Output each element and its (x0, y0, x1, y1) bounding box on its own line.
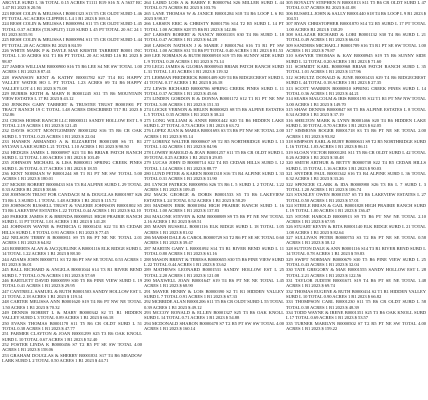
list-item: 314 SEARS MALCOLM & IRIS B0001195 S12 T1 R1 PT NW NW TOTAL 3.00 ACRES 1 B1 2023 $ 149.70 (286, 96, 426, 107)
list-item: 333 THOMPSON CARL B0001230 S11 T5 R6 CR OLDT SUBD L 58 TOTAL 0.38 ACRES 1 B1 2023 $ 48.39 (286, 299, 426, 310)
list-item: 335 TURNER MARILYN B0000502 S7 T2 R5 PT NE SW TOTAL 4.00 ACRES 1 B1 2023 $ 159.22 (286, 320, 426, 331)
list-item: 276 LOPEZ JUAN & MARIA B0001693 S3 T3 R6 PT NW SE TOTAL 2.00 ACRES 1 B1 2023 $ 95.14 (144, 128, 284, 139)
list-item: 233 HANSEN ARMANDO A & ELIZABETH B0001388 S6 T1 R1 SYLVAN LAKE SUBD L 21 TOTAL 1.10 ACRES 1 B1 2023 $ 90.50 (2, 138, 142, 150)
list-item: 244 ADAMS JOHN B0000711 S3 T2 R6 PT SW SE TOTAL 0.53 ACRES 1 B1 2023 $ 36.01 (2, 256, 142, 267)
list-item: 313 SCOTT WARREN B0000810 SPRING CREEK PINES SUBD L 14 TOTAL 0.36 ACRES 1 B1 2023 $ 44.21 (286, 85, 426, 96)
list-item: 325 STONE HAROLD B0000913 S9 T5 R6 PT NW NE TOTAL 2.10 ACRES 1 B1 2023 $ 67.95 (286, 213, 426, 225)
list-item: 239 JOHNSON RUSSELL TRUST & VALERIE JOHNSON B0001802 S5 T3 R6 LAKEVIEW ESTATES L 22 TOTAL 0.44 ACRES 1 B1 2023 $ 62.10 (2, 203, 142, 214)
list-item: 266 LARSEN ERIC & CHRISTY B0001756 S14 T2 R5 SUBD L 14 PT TOTAL 1.00 ACRES S28 T5 R6 B1 2023 $ 142.86 (144, 21, 284, 32)
list-item: 252 FOSTER LINDA K B0000456 S7 T2 R5 PT SE SW TOTAL 4.00 ACRES 1 B1 2023 $ 158.06 (2, 342, 142, 353)
list-item: 245 BALL RICHARD & ANGELA B0001044 S14 T3 R1 RIVER BEND SUBD L 7 TOTAL 0.76 ACRES 1 B1 2023 $ 57.69 (2, 267, 142, 278)
list-item: 322 SPENCER CLARK & IDA B0000980 S26 T3 R6 L 7 SUBD L 3 TOTAL 1.20 ACRES 1 B1 2023 $ 106.74 (286, 181, 426, 193)
list-item: 321 SNYDER PAUL B0001342 S16 T3 R4 ALPINE SUBD L 36 TOTAL 0.32 ACRES 1 B1 2023 $ 33.26 (286, 171, 426, 182)
text-column-2 (144, 0, 284, 400)
list-item: 331 TAYLOR JUDITH B0001671 S19 T4 R6 PT SE NE TOTAL 1.48 ACRES 1 B1 2023 $ 69.74 (286, 277, 426, 289)
list-item: 327 SULLIVAN PETER B0000753 S3 T2 R6 PT NE SE TOTAL 0.58 ACRES 1 B1 2023 $ 38.12 (286, 235, 426, 246)
list-item: 285 MANN RUSSELL B0001116 ELK RIDGE SUBD L 18 TOTAL 1.05 ACRES 1 B1 2023 $ 81.02 (144, 224, 284, 235)
list-item: 317 SIMMONS ROGER B0001718 S3 T3 R6 PT NE SE TOTAL 2.00 ACRES 1 B1 2023 $ 93.82 (286, 128, 426, 139)
list-item: 235 JOHNSON MICHAEL & LISA B0000811 SPRING CREEK PINES SUBD L 26 TOTAL 0.17 ACRES 1 B1 2023 $ 18.55 (2, 160, 142, 171)
list-item: 251 FARMER CLAYTON & JOAN B0001299 S25 T3 R6 OAK KNOLL SUBD L 10 TOTAL 0.67 ACRES 1 B1 2023 $ 52.40 (2, 331, 142, 342)
list-item: 227 JAMES WILLIAM B0000900 S16 T5 R6 LEE S4 NE SW TOTAL 1.00 ACRES 1 B1 2023 $ 87.41 (2, 64, 142, 75)
list-item: 236 KENT NORMAN W B0001244 S8 T1 R1 PT NE SW TOTAL 5.00 ACRES 1 B1 2023 $ 180.01 (2, 171, 142, 182)
list-item: 248 CARTER MELISSA ANN B0001620 S19 T4 R6 PT NW NE TOTAL 1.50 ACRES 1 B1 2023 $ 70.32 (2, 299, 142, 310)
list-item: 223 RESH COLIN & MELISSA I B0001323 S13 T5 CR OLDT SUBD L 46 PT TOTAL AC ACRES CLIPPER L L4 1 B1 2023 $ 169.14 (2, 10, 142, 22)
list-item: 242 NELSON TERRY R B0000811 S9 T5 R6 PT NE NE TOTAL 2.01 ACRES 1 B1 2023 $ 64.82 (2, 235, 142, 246)
list-item: 312 SCHULTZ DONALD & JUNE B0001433 S29 T4 R6 RIDGECREST SUBD L 44 TOTAL 0.18 ACRES 1 B1 2023 $ 27.35 (286, 74, 426, 86)
list-item: 241 JOHNSON WAYNE & PATRICIA G B0001431 S22 T4 R5 CEDAR HILLS SUBD L 8 TOTAL 0.91 ACRES 1 B1 2023 $ 77.45 (2, 224, 142, 235)
list-item: 286 MARSH DALE & CAROL B0000729 S3 T2 R6 PT SE SE TOTAL 0.60 ACRES 1 B1 2023 $ 39.47 (144, 235, 284, 246)
list-item: 289 MATHEWS LEONARD B0001531 SANDY HOLLOW EST L 25 TOTAL 2.20 ACRES 1 B1 2023 $ 121.08 (144, 267, 284, 278)
list-item: 292 MCBRIDE ALAN B0001206 S11 T5 R6 CR OLDT SUBD L 55 TOTAL 0.39 ACRES 1 B1 2023 $ 49.12 (144, 299, 284, 310)
list-item: 268 LARSON NATHAN J & MARIE J B0001764 S16 T3 R1 PT SW TOTAL 1.00 ACRES S31 T4 R6 PT TOTAL 0.40 ACRES 1 B1 2023 $ 81.53 (144, 42, 284, 54)
list-item: 315 SHAW DENNIS B0000847 S8 T5 R6 ALPINE ESTATES L 8 TOTAL 0.34 ACRES 1 B1 2023 $ 37.19 (286, 106, 426, 118)
list-item: 328 SUTTON DALE & ANN B0001116 S14 T3 R1 RIVER BEND SUBD L 14 TOTAL 0.78 ACRES 1 B1 2023 $ 59.83 (286, 245, 426, 257)
list-item: 247 CANTRELL SAMUEL & RUTH B0001503 SANDY HOLLOW EST L 21 TOTAL 2.18 ACRES 1 B1 2023 $ 119.14 (2, 288, 142, 299)
list-item: 332 THOMAS EUGENE & RUTH B0000414 S2 T1 R1 HIDDEN VALLEY SUBD L 10 TOTAL 0.90 ACRES 1 B1 2023 $ 66.82 (286, 288, 426, 299)
list-item: 293 MCCOY RONALD & ELLEN B0001327 S25 T3 R6 OAK KNOLL SUBD L 14 TOTAL 0.71 ACRES 1 B1 2023 $ 54.88 (144, 309, 284, 321)
list-item: 306 RUSSELL JOHN & SALLY B0001440 S18 T4 R6 LOOP L 9 B1 2023 $ 104.51 (286, 10, 426, 22)
list-item: 290 MAXWELL JOAN B0001647 S19 T4 R6 PT NE NE TOTAL 1.45 ACRES 1 B1 2023 $ 68.90 (144, 277, 284, 289)
list-item: 273 LINDEN GORDON R & DONNA B0001172 S12 T1 R1 PT NE NW TOTAL 3.00 ACRES 1 B1 2023 $ 151.33 (144, 96, 284, 107)
list-item: 272 LEWIS RICHARD B0000786 SPRING CREEK PINES SUBD L 11 TOTAL 0.37 ACRES 1 B1 2023 $ 45.66 (144, 85, 284, 96)
list-item: 271 LEHMAN FREDERICK B0001409 S29 T4 R6 RIDGECREST SUBD L 41 TOTAL 0.17 ACRES 1 B1 2023 $ 26.18 (144, 74, 284, 86)
list-item: 229 BURRIS KEITH & MARY R B0001245 S31 T5 R6 MOUNTAIN VIEW ESTATES L 17 B1 2023 $ 43.12 (2, 90, 142, 102)
list-item: 291 MAYER HENRY & LOIS B0000390 S2 T1 R1 HIDDEN VALLEY SUBD L 7 TOTAL 0.91 ACRES 1 B1 2023 $ 67.33 (144, 288, 284, 299)
list-item: 230 JENKINS GARY TARBERT & TRUSTEE TRUST B0001901 PT TRACT RANCH 19 C TOTAL 1.48 ACRES DESCRIBED T17 B1 2023 $ 132.86 (2, 101, 142, 118)
list-item: 309 SANDERS MICHAEL J B0001789 S16 T3 R1 PT SE SW TOTAL 1.00 ACRES 1 B1 2023 $ 79.87 (286, 42, 426, 54)
list-item: ARGYLE SUBD L 36 TOTAL 0.15 ACRES T1111 R19 S16 X A 5637 RC 1.47 B1 2023 $ 20.56 (2, 0, 142, 11)
list-item: 279 LUCAS JOHN D B0000714 S22 T4 R5 CEDAR HILLS SUBD L 12 TOTAL 1.14 ACRES 1 B1 2023 $ 88.77 (144, 160, 284, 171)
list-item: 324 STEELE BRIAN & GAIL B0001828 HIGH PRAIRIE RANCH SUBD L 19 TOTAL 1.00 ACRES 1 B1 2023 $ 136.47 (286, 203, 426, 214)
list-item: 307 RYAN CHRISTOPHER B0001870 S14 T2 R5 SUBD L 17 PT TOTAL 1.00 ACRES B1 2023 $ 138.29 (286, 21, 426, 32)
list-item: 281 LYNCH PATRICK B0000956 S26 T3 R6 L 5 SUBD L 2 TOTAL 1.22 ACRES 1 B1 2023 $ 109.45 (144, 181, 284, 193)
list-item: 305 ROYALTY STEPHEN N B0001813 S11 T5 R6 CR OLDT SUBD L 47 TOTAL 0.37 ACRES B1 2023 $ 41.08 (286, 0, 426, 11)
list-item: 294 MCDONALD SHARON B0000478 S7 T2 R5 PT SW SW TOTAL 4.00 ACRES 1 B1 2023 $ 160.14 (144, 320, 284, 331)
list-item: 267 LARSEN ROBERT & NANCY B0001103 S30 T4 R6 SUBD L 18 TOTAL 0.47 ACRES 1 B1 2023 $ 64.28 (144, 32, 284, 43)
list-item: 231 CROSS HORSE RANCH LLC B0000311 SANDY HOLLOW EST L 9 TOTAL 2.19 ACRES 1 B1 2023 $ 121.45 (2, 117, 142, 128)
list-item: 308 SALAZAR RICHARD & LORI B0001132 S30 T4 R6 SUBD L 21 TOTAL 0.49 ACRES 1 B1 2023 $ 66.04 (286, 32, 426, 43)
list-item: 310 SAWYER THOMAS & KAY B0000945 S19 T5 R6 SUNNY SIDE SUBD L 12 TOTAL 0.20 ACRES 1 B1 2023 $ 71.60 (286, 53, 426, 64)
list-item: 288 MASON BRENT & TERESA B0000655 S30 T5 R6 PINE VIEW SUBD L 22 TOTAL 0.44 ACRES 1 B1 2023 $ 33.62 (144, 256, 284, 267)
list-item: 228 SWANSON KENT & KATHY B0001782 S27 T14 RG HAPPY VALLEY WATER HO L PT TOTAL 1.23 ACRES S9 T4 R6 HAPPY VALLEY LOT 4 1 B1 2023 $ 75.08 (2, 74, 142, 91)
list-item: 282 MACK GEORGE & DORIS B0001533 S5 T3 R6 LAKEVIEW ESTATES L 24 TOTAL 0.52 ACRES 1 B1 2023 $ 58.29 (144, 192, 284, 203)
list-item: 278 LOWRY HAROLD & JEAN B0001257 S11 T5 R6 CR OLDT SUBD L 39 TOTAL 0.25 ACRES 1 B1 2023 $ 29.05 (144, 149, 284, 160)
list-item: 318 SIMPSON EARL & RUBY B0000631 S9 T2 R5 NORTHRIDGE SUBD L 16 TOTAL 1.03 ACRES 1 B1 2023 $ 86.11 (286, 138, 426, 150)
list-item: 234 HEDGES JAMES L B0000987 S23 T4 R6 BRIAR PATCH RANCH SUBD L 12 TOTAL 1.00 ACRES 1 B1 2023 $ 103.49 (2, 149, 142, 160)
list-item: 246 BARTLETT DAVID B0000599 S30 T5 R6 PINE VIEW SUBD L 19 TOTAL 0.41 ACRES 1 B1 2023 $ 29.95 (2, 277, 142, 289)
list-item: 284 MALONE STEVEN & KIM B0000889 S9 T5 R6 PT NE NW TOTAL 2.16 ACRES 1 B1 2023 $ 69.51 (144, 213, 284, 225)
list-item: 319 SLOAN VICTOR B0001281 S11 T5 R6 CR OLDT SUBD L 42 TOTAL 0.26 ACRES 1 B1 2023 $ 30.48 (286, 149, 426, 160)
list-item: 243 ROBERTS ALAN & JACQUELINE A B0001116 ELK RIDGE SUBD L 14 TOTAL 1.22 ACRES 1 B1 2023 $ 88.30 (2, 245, 142, 257)
list-item: 311 SCHMIDT KARL B0000968 BRIAR PATCH RANCH SUBD L 35 TOTAL 1.01 ACRES 1 B1 2023 $ 117.96 (286, 64, 426, 75)
list-item: 329 SWIFT NORMAN B0000679 S30 T5 R6 PINE VIEW SUBD L 25 TOTAL 0.43 ACRES 1 B1 2023 $ 32.04 (286, 256, 426, 267)
list-item: 250 EVANS THOMAS B0001178 S11 T5 R6 CR OLDT SUBD L 51 TOTAL 0.38 ACRES 1 B1 2023 $ 47.77 (2, 320, 142, 331)
list-item: 238 JOHNSON TRUST FOR CANDACE M & DOUGLAS B0001987 S26 T3 R6 L 3 SUBD L 1 TOTAL 1.48 ACRES 1 B1 2023 $ 115.72 (2, 192, 142, 203)
list-item: 253 GRAHAM DOUGLAS & SHERRY B0001831 S17 T4 R6 MEADOW LARK SUBD L 2 TOTAL 0.50 ACRES 1 B1 2023 $ 44.71 (2, 352, 142, 364)
list-item: 265 LANE THOMAS W & JANICE B0001284 S18 T4 R6 LOOP L 6 B1 2023 $ 98.37 (144, 10, 284, 22)
list-item: 269 LEE NORMAN & RUTH B0000918 S19 T5 R6 SUNNY SIDE SUBD L 9 TOTAL 0.20 ACRES 1 B1 2023 $ 73.14 (144, 53, 284, 64)
list-item: 240 PARKER JAMES E & BRENDA B0000921 HIGH PRAIRIE RANCH SUBD L 11 PT TOTAL 1.01 ACRES 1 B1 2023 $ 141.28 (2, 213, 142, 225)
list-item: 323 STANLEY OWEN B0001557 S5 T3 R6 LAKEVIEW ESTATES L 27 TOTAL 0.50 ACRES 1 B1 2023 $ 57.01 (286, 192, 426, 203)
list-item: 280 LUND PETER & KAREN B0001318 S16 T3 R4 ALPINE SUBD L 33 TOTAL 0.31 ACRES 1 B1 2023 $ 31.90 (144, 171, 284, 182)
list-item: 264 LAIRD LOIS A & BARRY E B0000764 S26 MILLER SUBD L 44 TOTAL 0.73 ACRES B1 2023 $ 103.76 (144, 0, 284, 11)
list-item: 287 MARTIN GARY L B0001092 S14 T3 R1 RIVER BEND SUBD L 11 TOTAL 0.80 ACRES 1 B1 2023 $ 61.16 (144, 245, 284, 257)
list-item: 270 LEGG JAMES & GLORIA B0000943 BRIAR PATCH RANCH SUBD L 31 TOTAL 1.01 ACRES 1 B1 2023 $ 119.32 (144, 64, 284, 75)
list-item: 326 STUART KEVIN & RITA B0001140 ELK RIDGE SUBD L 21 TOTAL 1.08 ACRES 1 B1 2023 $ 82.64 (286, 224, 426, 235)
list-item: 226 WHITE MARK P & DAYLE MAE KRISTIE TARBERT B0001 INC TOTAL 1.10 ACRES S31 T1 R6 PT TOTAL 20 AC SUBD L16 B1 2023 $ 98.87 (2, 48, 142, 64)
list-item: 316 SHELTON MARK & LYNN B0001466 S20 T4 R6 HIDDEN LAKE SUBD L 30 TOTAL 0.70 ACRES 1 B1 2023 $ 62.05 (286, 117, 426, 128)
list-item: 330 TATE GREGORY & MAE B0001555 SANDY HOLLOW EST L 28 TOTAL 2.21 ACRES 1 B1 2023 $ 122.56 (286, 267, 426, 278)
list-item: 249 DENNIS ROBERT L & MARY B0000342 S2 T1 R1 HIDDEN VALLEY SUBD L 3 TOTAL 0.89 ACRES 1 B1 2023 $ 66.18 (2, 309, 142, 321)
list-item: 274 LOCKE VERNON & HELEN B0000823 S8 T5 R6 ALPINE ESTATES L 5 TOTAL 0.35 ACRES 1 B1 2023 $ 38.24 (144, 106, 284, 118)
list-item: 232 DAVIS SCOTT MONTGOMERY B0001282 S16 T5 R6 CR OAK SUBD L 5 TOTAL 0.23 ACRES 1 B1 2023 $ 22.04 (2, 128, 142, 139)
text-column-3 (286, 0, 426, 400)
list-item: 275 LONG WILLIAM & ANNE B0001442 S20 T4 R6 HIDDEN LAKE SUBD L 27 TOTAL 0.73 ACRES 1 B1 2023 $ 63.72 (144, 117, 284, 128)
list-item: 320 SMITH ARTHUR & BETTY B0000738 S22 T4 R5 CEDAR HILLS SUBD L 15 TOTAL 1.16 ACRES 1 B1 2023 $ 90.03 (286, 160, 426, 171)
list-item: 224 RESH COLIN & MELISSA I B0000994 S11 T5 CR OLDT SUBD L 45 TOTAL 0.37 ACRES (T.R.SPLIT) 1120 SUBD L 45 PT TOTAL 20 AC 24 1 B1 2023 $155.91 (2, 21, 142, 38)
text-column-1 (2, 0, 142, 400)
list-item: 225 RESH COLIN & MELISSA I B0000994 S11 T5 CR OLDT SUBD L 44 PT TOTAL 20 AC ACRES B1 2023 $ 84.59 (2, 37, 142, 48)
list-item: 237 MCKEE ROBERT B0000433 S16 T3 R4 ALPINE SUBD L 29 TOTAL 0.33 ACRES B1 2023 $ 38.66 (2, 181, 142, 193)
list-item: 334 TODD WAYNE & IRENE B0001351 S25 T3 R6 OAK KNOLL SUBD L 17 TOTAL 0.69 ACRES 1 B1 2023 $ 53.57 (286, 309, 426, 321)
list-item: 277 LORENZ WALTER B0000607 S9 T2 R5 NORTHRIDGE SUBD L 13 TOTAL 1.02 ACRES 1 B1 2023 $ 84.96 (144, 138, 284, 150)
list-item: 283 MADSEN ERIK B0001804 HIGH PRAIRIE RANCH SUBD L 16 TOTAL 1.00 ACRES 1 B1 2023 $ 137.83 (144, 203, 284, 214)
